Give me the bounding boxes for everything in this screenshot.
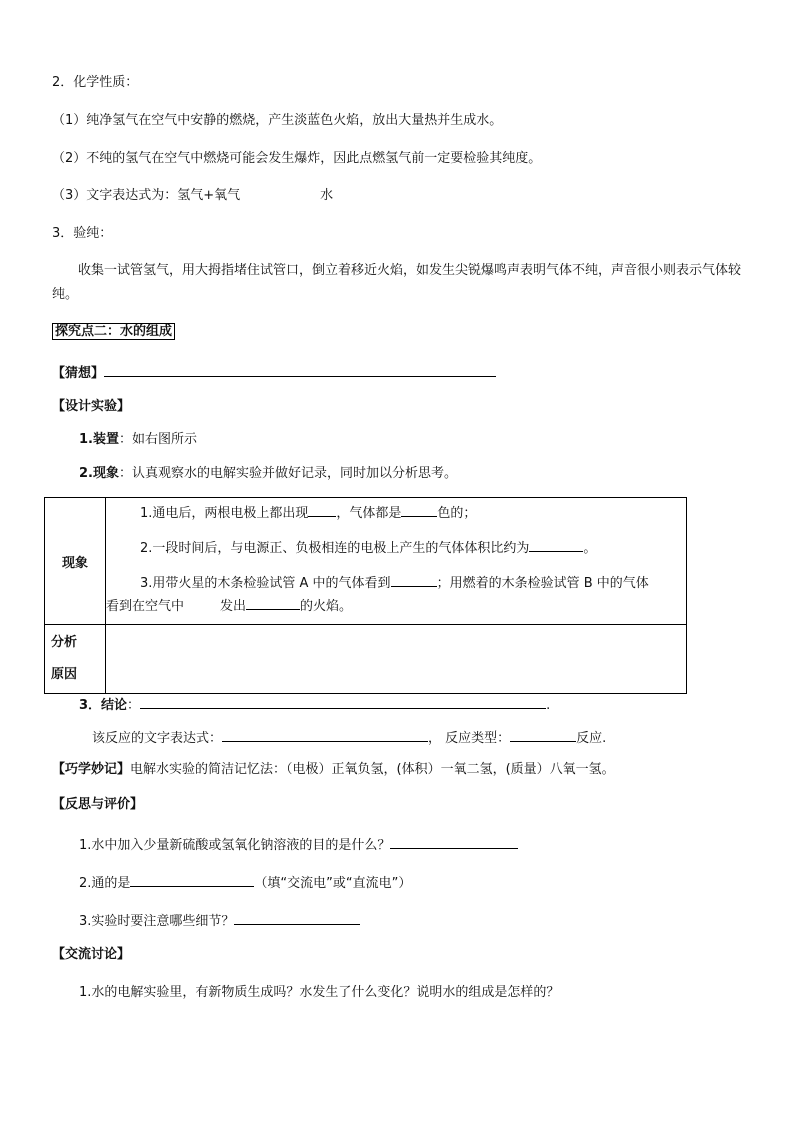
conclusion-label: 3．结论: [79, 698, 128, 713]
phenomenon-cell: [106, 498, 687, 625]
phenomenon-text: ：认真观察水的电解实验并做好记录，同时加以分析思考。: [118, 466, 457, 481]
memo-label: 【巧学妙记】: [52, 762, 131, 777]
equation-line: 该反应的文字表达式： ， 反应类型： 反应.: [92, 727, 606, 748]
explore-title: 探究点二：水的组成: [52, 323, 175, 340]
word-equation-product: 水: [320, 188, 334, 203]
device-label: 1.装置: [79, 432, 119, 447]
blank-tube-a[interactable]: [391, 572, 437, 587]
blank-flame-color[interactable]: [246, 595, 300, 610]
blank-volume-ratio[interactable]: [529, 537, 583, 552]
reflect-label: 【反思与评价】: [52, 797, 144, 812]
reflect-q2-blank[interactable]: [130, 872, 254, 887]
guess-row: [52, 362, 496, 383]
reflect-q2: 2.通的是 （填“交流电”或“直流电”）: [79, 872, 411, 893]
guess-blank[interactable]: [104, 362, 496, 377]
reflect-q3-blank[interactable]: [234, 910, 360, 925]
purity-test-paragraph: 收集一试管氢气，用大拇指堵住试管口，倒立着移近火焰，如发生尖锐爆鸣声表明气体不纯，声音很小则表示气体较纯。: [52, 263, 742, 302]
reaction-type-blank[interactable]: [510, 727, 576, 742]
obs-line-1: 1.通电后，两根电极上都出现 ，气体都是 色的；: [140, 502, 680, 525]
property-item-1: （1）纯净氢气在空气中安静的燃烧，产生淡蓝色火焰，放出大量热并生成水。: [52, 113, 503, 128]
obs-line-3b: 看到在空气中 发出 的火焰。: [106, 595, 680, 618]
row-label-analysis: 分析 原因: [45, 625, 106, 694]
blank-gas-color[interactable]: [401, 502, 437, 517]
phenomenon-label: 2.现象: [79, 466, 119, 481]
equation-blank[interactable]: [222, 727, 428, 742]
obs-line-3: 3.用带火星的木条检验试管 A 中的气体看到 ；用燃着的木条检验试管 B 中的气体: [140, 572, 680, 595]
property-item-3: [52, 187, 333, 205]
memo-text: 电解水实验的简洁记忆法：（电极）正氧负氢，(体积）一氧二氢，(质量）八氧一氢。: [130, 762, 615, 777]
phenomenon-line: [79, 465, 457, 483]
discuss-label: 【交流讨论】: [52, 947, 131, 962]
discuss-q1: 1.水的电解实验里，有新物质生成吗？水发生了什么变化？说明水的组成是怎样的？: [79, 985, 560, 1000]
row-label-phenomenon: 现象: [45, 498, 106, 625]
reflect-q1-blank[interactable]: [390, 834, 518, 849]
device-text: ：如右图所示: [118, 432, 197, 447]
reflect-q1: 1.水中加入少量新硫酸或氢氧化钠溶液的目的是什么？: [79, 834, 518, 855]
reflect-q3: 3.实验时要注意哪些细节？: [79, 910, 360, 931]
word-equation-reactants: （3）文字表达式为：氢气+氧气: [52, 188, 241, 203]
design-label: 【设计实验】: [52, 399, 131, 414]
section-2-title: 2．化学性质：: [52, 75, 139, 90]
section-3-title: 3．验纯：: [52, 226, 113, 241]
blank-electrode-phenomenon[interactable]: [308, 502, 336, 517]
table-row: [45, 625, 687, 694]
observation-table: [44, 497, 687, 694]
guess-label: 【猜想】: [52, 366, 105, 381]
table-row: [45, 498, 687, 625]
obs-line-2: 2.一段时间后，与电源正、负极相连的电极上产生的气体体积比约为 。: [140, 537, 680, 560]
analysis-cell[interactable]: [106, 625, 687, 694]
conclusion-blank[interactable]: [140, 694, 546, 709]
memo-line: [52, 761, 615, 779]
conclusion-line: 3．结论： .: [79, 694, 550, 715]
property-item-2: （2）不纯的氢气在空气中燃烧可能会发生爆炸，因此点燃氢气前一定要检验其纯度。: [52, 151, 542, 166]
device-line: [79, 431, 197, 449]
explore-heading: [52, 323, 175, 341]
